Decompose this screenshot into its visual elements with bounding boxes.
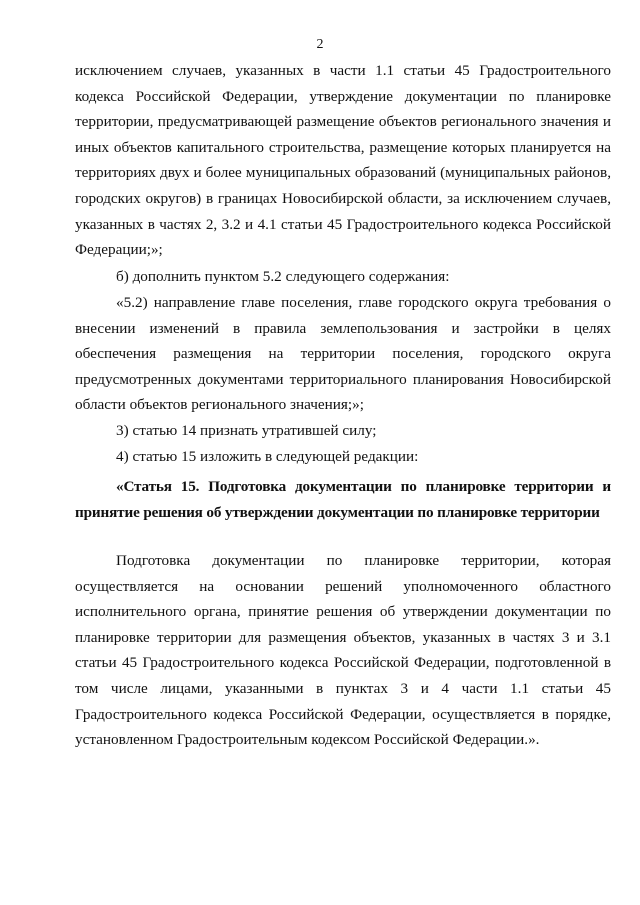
- paragraph-item-3: 3) статью 14 признать утратившей силу;: [116, 422, 377, 439]
- paragraph-item-4: 4) статью 15 изложить в следующей редакции:: [116, 448, 419, 465]
- paragraph-item-5-2: «5.2) направление главе поселения, главе городского округа требования о внесении изменений в правила землепользования и застройки в целях обеспечения размещения на территории поселения, городского округа предусмотренных документами территориального планирования Новосибирской области объектов регионального значения;»;: [75, 294, 611, 414]
- article-heading: «Статья 15. Подготовка документации по планировке территории и принятие решения об утверждении документации по планировке территории: [75, 478, 611, 521]
- page-number: 2: [316, 37, 324, 52]
- paragraph-continuation: исключением случаев, указанных в части 1.1 статьи 45 Градостроительного кодекса Российской Федерации, утверждение документации по планировке территории, предусматривающей размещение объектов регионального значения и иных объектов капитального строительства, размещение которых планируется на территориях двух и более муниципальных образований (муниципальных районов, городских округов) в границах Новосибирской области, за исключением случаев, указанных в частях 2, 3.2 и 4.1 статьи 45 Градостроительного кодекса Российской Федерации;»;: [75, 62, 611, 259]
- paragraph-item-b: б) дополнить пунктом 5.2 следующего содержания:: [116, 268, 450, 285]
- article-body-paragraph: Подготовка документации по планировке территории, которая осуществляется на основании решений уполномоченного областного исполнительного органа, принятие решения об утверждении документации по планировке территории для размещения объектов, указанных в частях 3 и 3.1 статьи 45 Градостроительного кодекса Российской Федерации, подготовленной в том числе лицами, указанными в пунктах 3 и 4 части 1.1 статьи 45 Градостроительного кодекса Российской Федерации, осуществляется в порядке, установленном Градостроительным кодексом Российской Федерации.».: [75, 552, 611, 749]
